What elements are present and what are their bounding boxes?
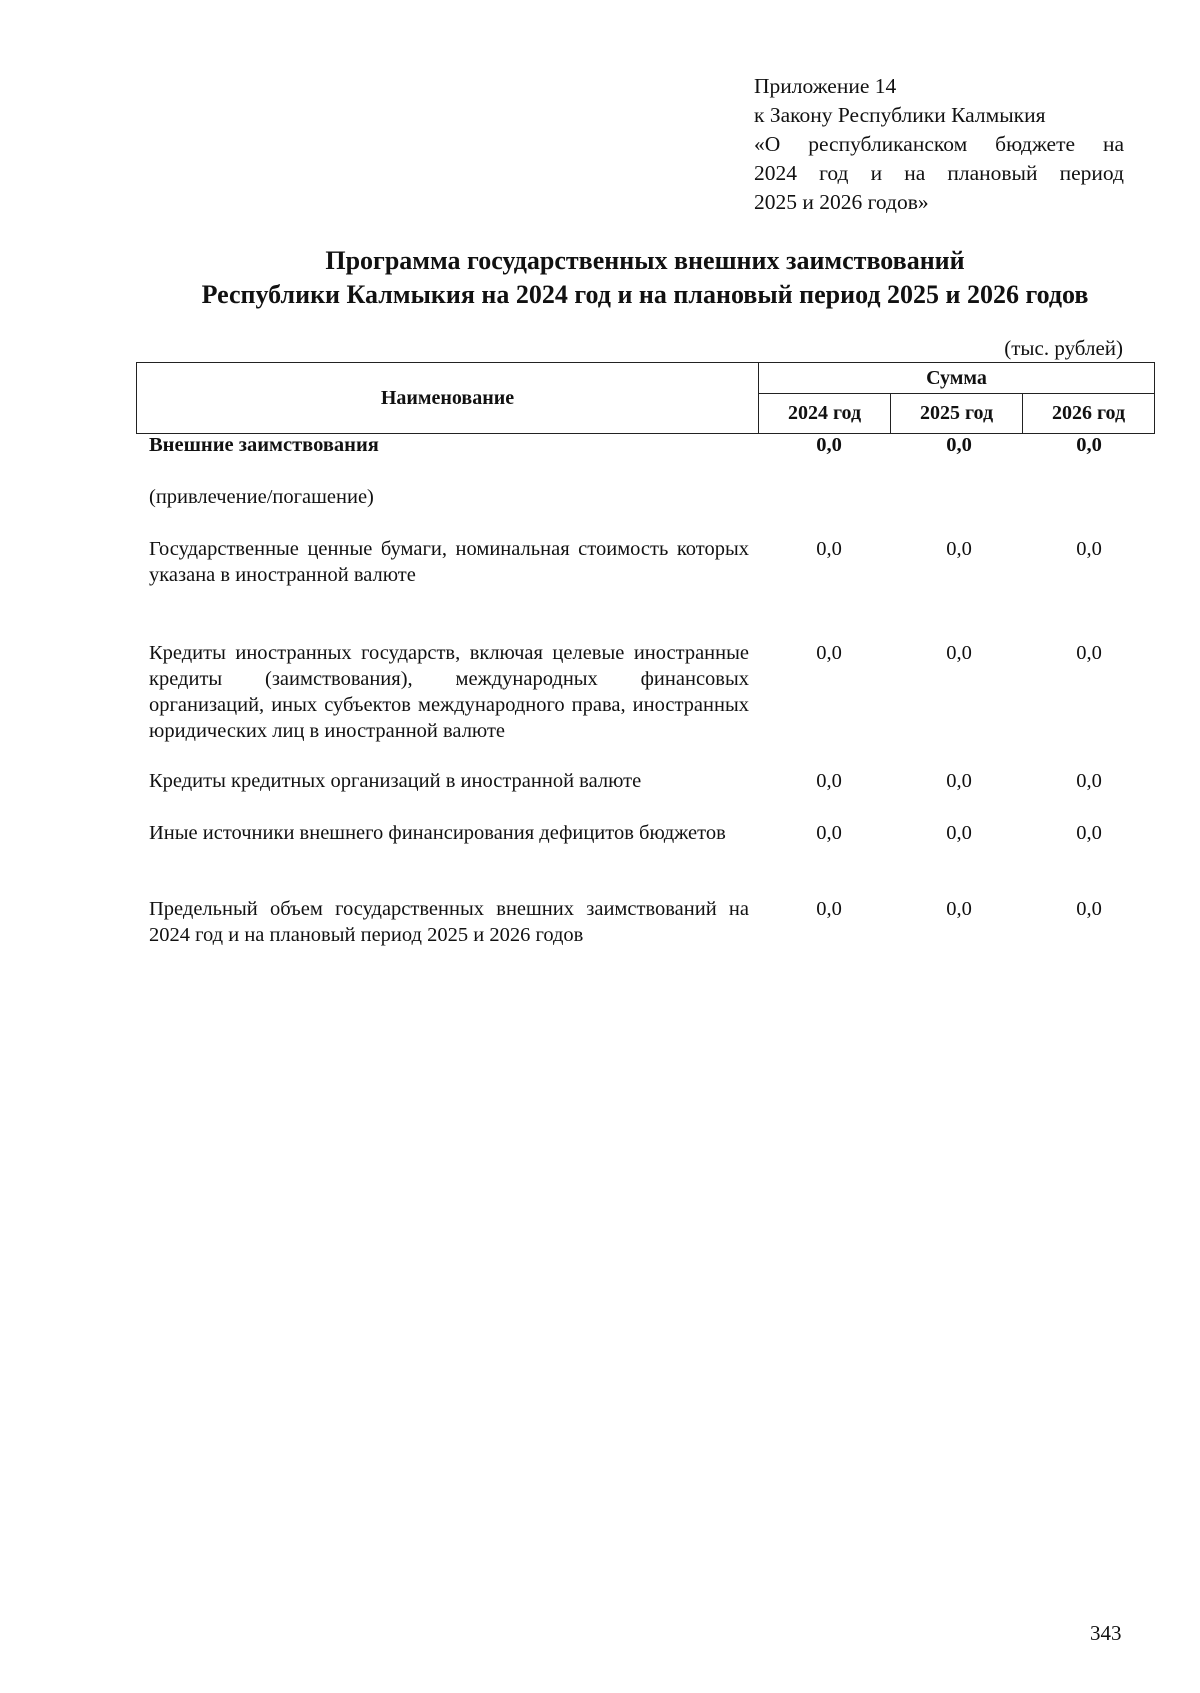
units-label: (тыс. рублей) <box>1004 336 1123 360</box>
column-header-sum: Сумма <box>759 363 1155 394</box>
row-value-2025: 0,0 <box>946 434 972 456</box>
row-value-2024: 0,0 <box>816 642 842 664</box>
column-header-year: 2024 год <box>759 394 891 434</box>
row-value-2024: 0,0 <box>816 822 842 844</box>
column-header-name: Наименование <box>137 363 759 434</box>
row-value-2024: 0,0 <box>816 770 842 792</box>
row-name: Кредиты иностранных государств, включая целевые иностранные кредиты (заимствования), международных финансовых организаций, иных субъектов международного права, иностранных юридических лиц в иностранной валюте <box>149 642 749 742</box>
row-value-2025: 0,0 <box>946 898 972 920</box>
column-header-year: 2026 год <box>1023 394 1155 434</box>
row-value-2026: 0,0 <box>1076 898 1102 920</box>
row-value-2025: 0,0 <box>946 770 972 792</box>
row-name: Кредиты кредитных организаций в иностранной валюте <box>149 770 642 792</box>
row-value-2024: 0,0 <box>816 898 842 920</box>
title-line-1: Программа государственных внешних заимствований <box>325 246 965 275</box>
appendix-line: 2024 год и на плановый период <box>754 161 1124 185</box>
appendix-line: к Закону Республики Калмыкия <box>754 103 1046 127</box>
row-value-2026: 0,0 <box>1076 770 1102 792</box>
row-name: Предельный объем государственных внешних заимствований на 2024 год и на плановый период 2025 и 2026 годов <box>149 898 749 946</box>
row-value-2025: 0,0 <box>946 822 972 844</box>
document-title <box>120 244 1170 312</box>
row-value-2026: 0,0 <box>1076 822 1102 844</box>
row-value-2024: 0,0 <box>816 434 842 456</box>
page-number: 343 <box>1090 1621 1122 1645</box>
row-name: Иные источники внешнего финансирования дефицитов бюджетов <box>149 822 726 844</box>
table-header <box>136 362 1155 434</box>
row-value-2025: 0,0 <box>946 642 972 664</box>
appendix-reference <box>754 72 1124 217</box>
row-value-2024: 0,0 <box>816 538 842 560</box>
row-name: Внешние заимствования <box>149 434 379 456</box>
appendix-line: «О республиканском бюджете на <box>754 132 1124 156</box>
row-name: (привлечение/погашение) <box>149 486 374 508</box>
column-header-year: 2025 год <box>891 394 1023 434</box>
row-value-2026: 0,0 <box>1076 642 1102 664</box>
title-line-2: Республики Калмыкия на 2024 год и на плановый период 2025 и 2026 годов <box>201 280 1089 309</box>
appendix-line: 2025 и 2026 годов» <box>754 190 929 214</box>
row-value-2025: 0,0 <box>946 538 972 560</box>
row-name: Государственные ценные бумаги, номинальная стоимость которых указана в иностранной валюте <box>149 538 749 586</box>
row-value-2026: 0,0 <box>1076 434 1102 456</box>
appendix-line: Приложение 14 <box>754 74 897 98</box>
row-value-2026: 0,0 <box>1076 538 1102 560</box>
